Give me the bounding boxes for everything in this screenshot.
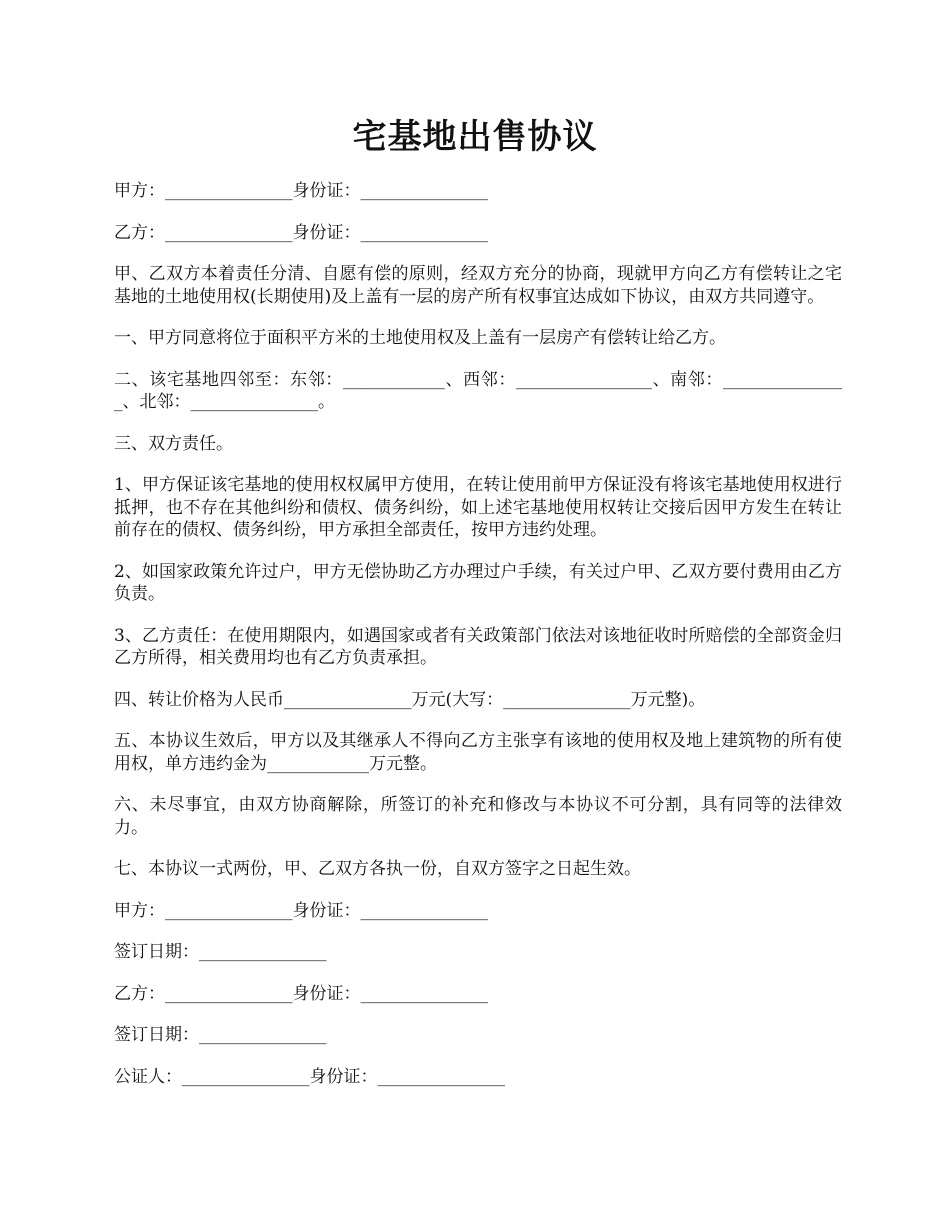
clause-4-price: 四、转让价格为人民币_______________万元(大写：_______________万元整)。: [114, 689, 706, 710]
party-b-line: 乙方：_______________身份证：_______________: [114, 222, 488, 243]
signature-date-b: 签订日期：_______________: [114, 1025, 327, 1045]
clause-3-item-2: 2、如国家政策允许过户，甲方无偿协助乙方办理过户手续，有关过户甲、乙双方要付费用由乙方负责。: [114, 561, 842, 604]
clause-3-item-1: 1、甲方保证该宅基地的使用权权属甲方使用，在转让使用前甲方保证没有将该宅基地使用权进行抵押，也不存在其他纠纷和债权、债务纠纷，如上述宅基地使用权转让交接后因甲方发生在转让前存在的债权、债务纠纷，甲方承担全部责任，按甲方违约处理。: [114, 475, 842, 540]
clause-2-neighbors: 二、该宅基地四邻至：东邻：____________、西邻：________________、南邻：_______________、北邻：_______________。: [114, 369, 842, 412]
party-a-line: 甲方：_______________身份证：_______________: [114, 181, 488, 201]
clause-3-heading: 三、双方责任。: [114, 433, 233, 454]
signature-party-b: 乙方：_______________身份证：_______________: [114, 983, 488, 1004]
clause-3-item-3: 3、乙方责任：在使用期限内，如遇国家或者有关政策部门依法对该地征收时所赔偿的全部资金归乙方所得，相关费用均也有乙方负责承担。: [114, 625, 842, 668]
clause-7-copies: 七、本协议一式两份，甲、乙双方各执一份，自双方签字之日起生效。: [114, 859, 641, 879]
preamble-paragraph: 甲、乙双方本着责任分清、自愿有偿的原则，经双方充分的协商，现就甲方向乙方有偿转让之宅基地的土地使用权(长期使用)及上盖有一层的房产所有权事宜达成如下协议，由双方共同遵守。: [114, 264, 842, 307]
signature-notary: 公证人：_______________身份证：_______________: [114, 1066, 505, 1087]
clause-5-breach: 五、本协议生效后，甲方以及其继承人不得向乙方主张享有该地的使用权及地上建筑物的所有使用权，单方违约金为____________万元整。: [114, 731, 842, 774]
clause-1: 一、甲方同意将位于面积平方米的土地使用权及上盖有一层房产有偿转让给乙方。: [114, 328, 726, 348]
clause-6-misc: 六、未尽事宜，由双方协商解除，所签订的补充和修改与本协议不可分割，具有同等的法律效力。: [114, 795, 842, 838]
document-title: 宅基地出售协议: [352, 117, 598, 157]
signature-party-a: 甲方：_______________身份证：_______________: [114, 900, 488, 921]
document-body: [114, 180, 842, 1107]
signature-date-a: 签订日期：_______________: [114, 942, 327, 962]
